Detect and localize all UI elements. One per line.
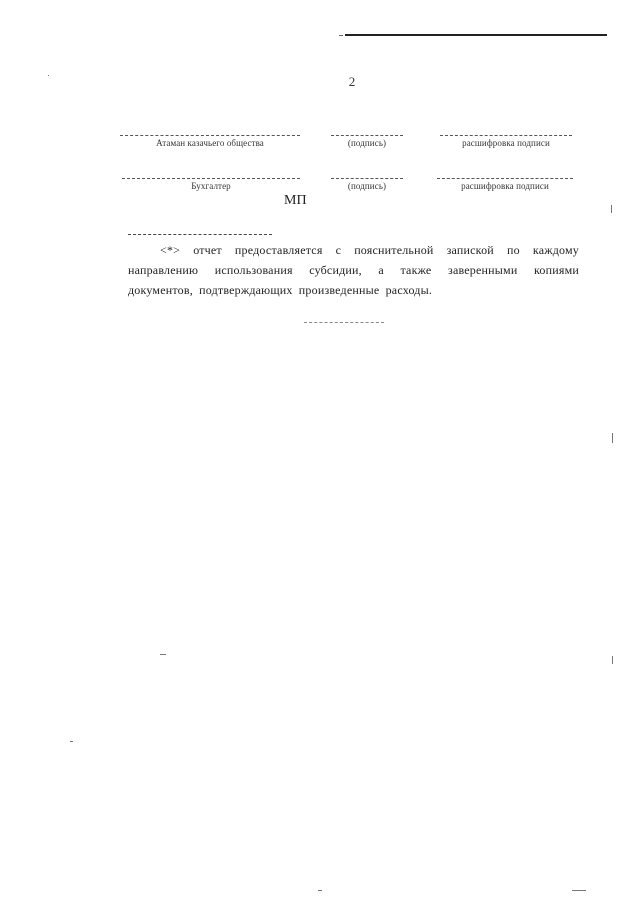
scan-speck <box>612 433 613 443</box>
scan-speck <box>572 890 586 891</box>
scan-speck <box>160 654 166 655</box>
scan-speck <box>318 890 322 891</box>
role-label: Бухгалтер <box>191 181 231 191</box>
signature-line-decode <box>440 135 572 136</box>
stamp-label: МП <box>284 193 307 208</box>
header-rule <box>345 34 607 36</box>
scan-speck <box>48 75 49 76</box>
footnote-text: <*> отчет предоставляется с пояснительной запиской по каждому направлению использования субсидии, а также заверенными копиями документов, подтверждающих произведенные расходы. <box>128 243 579 297</box>
decode-caption: расшифровка подписи <box>461 181 549 191</box>
page-number: 2 <box>348 74 356 89</box>
decode-caption: расшифровка подписи <box>462 138 550 148</box>
signature-line-role <box>120 135 300 136</box>
signature-line-sign <box>331 178 403 179</box>
footnote-separator <box>128 234 272 235</box>
signature-line-decode <box>437 178 573 179</box>
signature-caption: (подпись) <box>347 138 387 148</box>
scan-speck <box>612 656 613 664</box>
end-rule <box>304 322 384 323</box>
scan-speck <box>70 741 73 742</box>
signature-line-sign <box>331 135 403 136</box>
scan-speck <box>611 205 612 213</box>
signature-line-role <box>122 178 300 179</box>
signature-caption: (подпись) <box>347 181 387 191</box>
role-label: Атаман казачьего общества <box>156 138 264 148</box>
